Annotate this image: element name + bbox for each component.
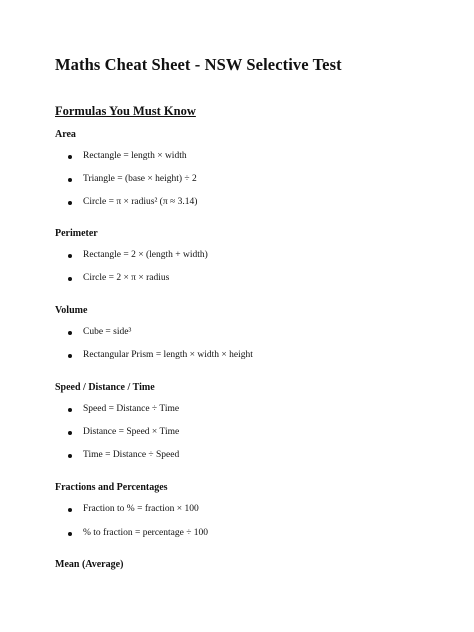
list-item-text: Distance = Speed × Time: [83, 427, 180, 437]
document-title: Maths Cheat Sheet - NSW Selective Test: [55, 55, 342, 74]
group-heading-mean-average: Mean (Average): [55, 559, 124, 570]
group-heading-area: Area: [55, 129, 76, 140]
bullet-icon: [68, 532, 72, 536]
group-heading-perimeter: Perimeter: [55, 228, 98, 239]
bullet-icon: [68, 331, 72, 335]
bullet-icon: [68, 201, 72, 205]
list-item-text: Rectangular Prism = length × width × height: [83, 350, 253, 360]
bullet-icon: [68, 155, 72, 159]
bullet-icon: [68, 454, 72, 458]
list-item-text: Fraction to % = fraction × 100: [83, 504, 199, 514]
section-heading-formulas: Formulas You Must Know: [55, 104, 196, 118]
group-heading-fractions-percentages: Fractions and Percentages: [55, 482, 168, 493]
bullet-icon: [68, 431, 72, 435]
list-item-text: Circle = 2 × π × radius: [83, 273, 170, 283]
list-item-text: Rectangle = length × width: [83, 151, 187, 161]
bullet-icon: [68, 178, 72, 182]
bullet-icon: [68, 408, 72, 412]
bullet-icon: [68, 354, 72, 358]
list-item-text: Rectangle = 2 × (length + width): [83, 250, 208, 260]
list-item-text: Cube = side³: [83, 327, 132, 337]
bullet-icon: [68, 277, 72, 281]
list-item-text: Time = Distance ÷ Speed: [83, 450, 180, 460]
list-item-text: % to fraction = percentage ÷ 100: [83, 528, 209, 538]
list-item-text: Speed = Distance ÷ Time: [83, 404, 180, 414]
list-item-text: Circle = π × radius² (π ≈ 3.14): [83, 197, 198, 207]
bullet-icon: [68, 508, 72, 512]
list-item-text: Triangle = (base × height) ÷ 2: [83, 174, 197, 184]
bullet-icon: [68, 254, 72, 258]
group-heading-volume: Volume: [55, 305, 88, 316]
group-heading-speed-distance-time: Speed / Distance / Time: [55, 382, 155, 393]
